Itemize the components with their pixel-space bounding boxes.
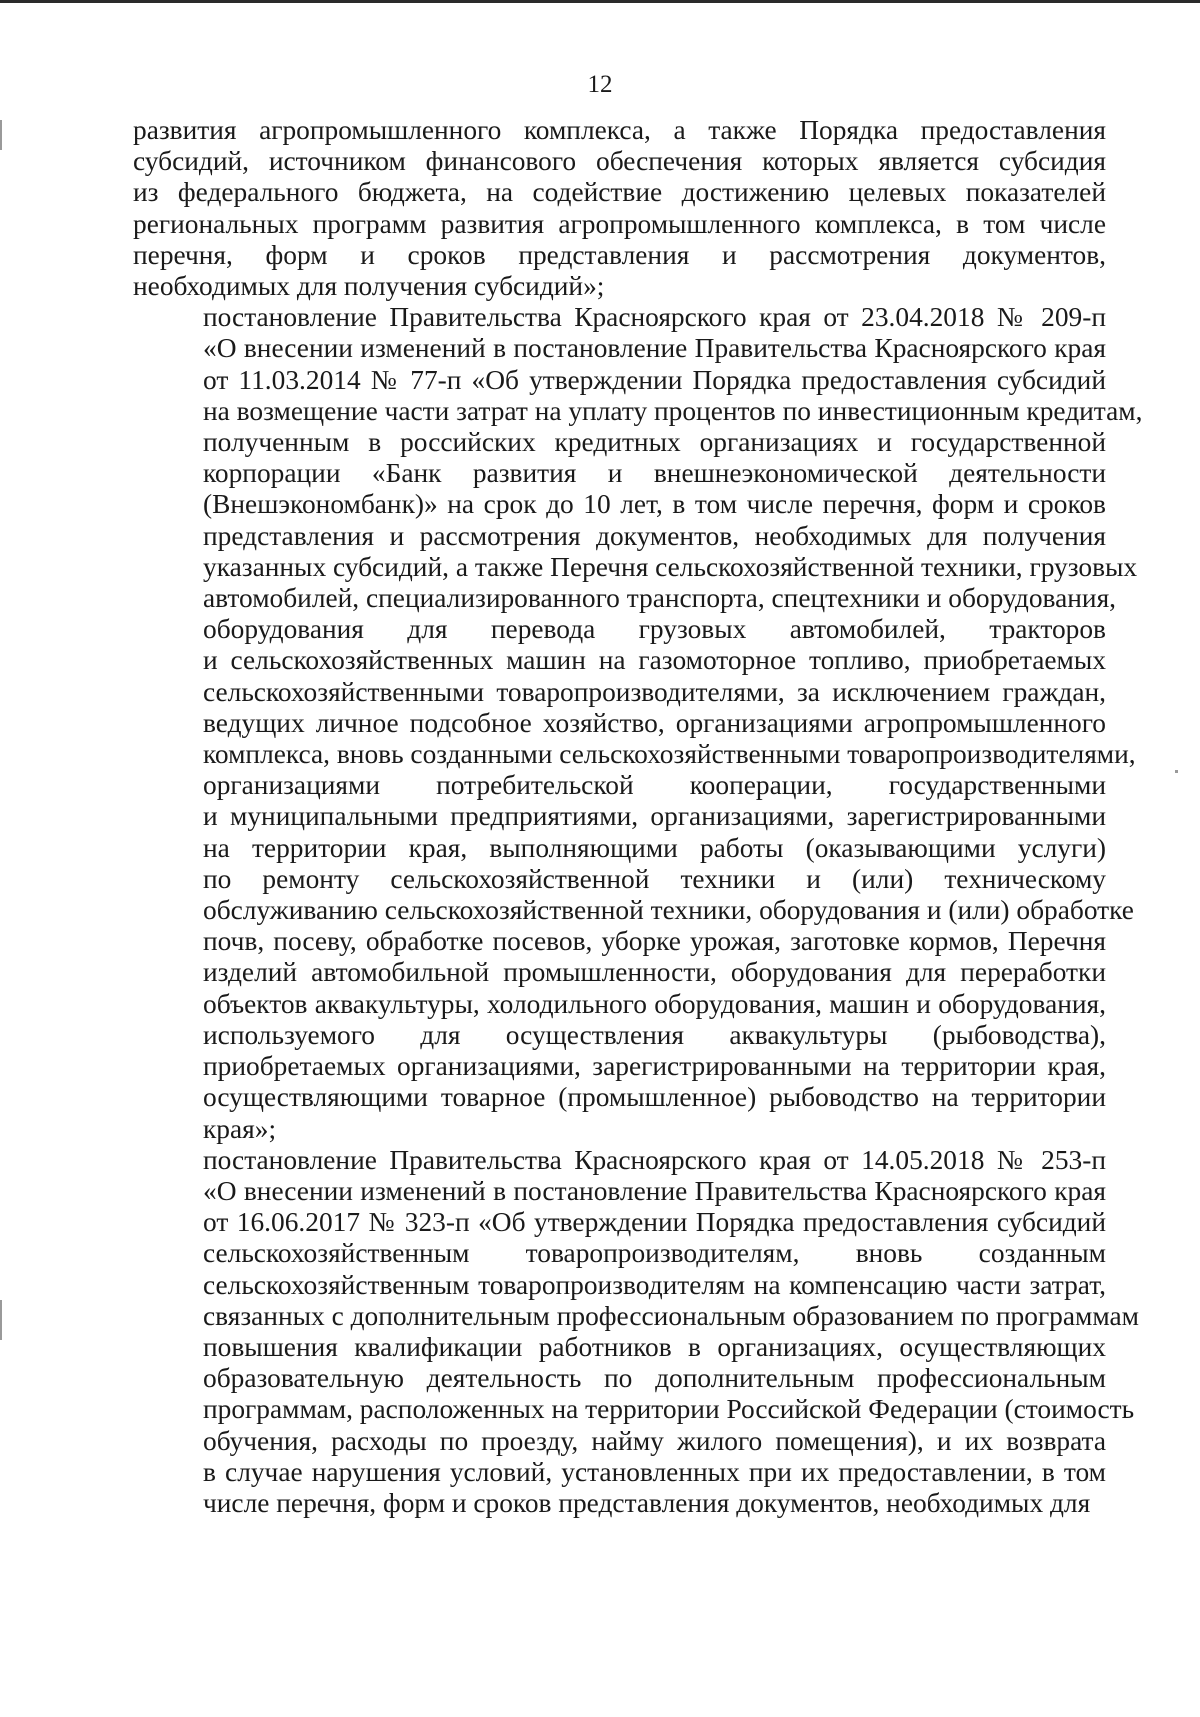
text-line: числе перечня, форм и сроков представления документов, необходимых для bbox=[203, 1487, 1091, 1518]
text-line: постановление Правительства Красноярского края от 14.05.2018 № 253-п bbox=[203, 1144, 1106, 1175]
text-line: организациями потребительской кооперации, государственными bbox=[203, 770, 1106, 801]
text-line: края»; bbox=[203, 1113, 277, 1144]
text-line: и муниципальными предприятиями, организациями, зарегистрированными bbox=[203, 801, 1106, 832]
scan-mark bbox=[1175, 770, 1178, 773]
text-line: указанных субсидий, а также Перечня сельскохозяйственной техники, грузовых bbox=[203, 551, 1138, 582]
text-line: обучения, расходы по проезду, найму жилого помещения), и их возврата bbox=[203, 1425, 1106, 1456]
text-line: «О внесении изменений в постановление Правительства Красноярского края bbox=[203, 333, 1106, 364]
scan-top-edge bbox=[0, 0, 1200, 3]
text-line: представления и рассмотрения документов, необходимых для получения bbox=[203, 520, 1106, 551]
text-line: объектов аквакультуры, холодильного оборудования, машин и оборудования, bbox=[203, 988, 1106, 1019]
scan-mark bbox=[0, 1300, 2, 1340]
text-line: необходимых для получения субсидий»; bbox=[133, 271, 605, 302]
text-line: комплекса, вновь созданными сельскохозяйственными товаропроизводителями, bbox=[203, 739, 1136, 770]
text-line: субсидий, источником финансового обеспечения которых является субсидия bbox=[133, 146, 1106, 177]
text-line: перечня, форм и сроков представления и рассмотрения документов, bbox=[133, 239, 1106, 270]
text-line: корпорации «Банк развития и внешнеэкономической деятельности bbox=[203, 458, 1106, 489]
paragraph bbox=[133, 115, 1106, 302]
text-line: образовательную деятельность по дополнительным профессиональным bbox=[203, 1363, 1106, 1394]
text-line: почв, посеву, обработке посевов, уборке урожая, заготовке кормов, Перечня bbox=[203, 926, 1106, 957]
text-line: автомобилей, специализированного транспорта, спецтехники и оборудования, bbox=[203, 583, 1117, 614]
paragraph bbox=[133, 1144, 1140, 1519]
text-line: приобретаемых организациями, зарегистрированными на территории края, bbox=[203, 1051, 1106, 1082]
text-line: в случае нарушения условий, установленных при их предоставлении, в том bbox=[203, 1456, 1106, 1487]
text-line: на территории края, выполняющими работы (оказывающими услуги) bbox=[203, 832, 1106, 863]
text-line: по ремонту сельскохозяйственной техники и (или) техническому bbox=[203, 863, 1106, 894]
text-line: от 16.06.2017 № 323-п «Об утверждении Порядка предоставления субсидий bbox=[203, 1207, 1106, 1238]
text-line: от 11.03.2014 № 77-п «Об утверждении Порядка предоставления субсидий bbox=[203, 364, 1106, 395]
text-line: из федерального бюджета, на содействие достижению целевых показателей bbox=[133, 177, 1106, 208]
text-line: повышения квалификации работников в организациях, осуществляющих bbox=[203, 1331, 1106, 1362]
text-line: обслуживанию сельскохозяйственной техники, оборудования и (или) обработке bbox=[203, 895, 1134, 926]
text-line: постановление Правительства Красноярского края от 23.04.2018 № 209-п bbox=[203, 302, 1106, 333]
text-line: полученным в российских кредитных организациях и государственной bbox=[203, 427, 1106, 458]
document-body bbox=[133, 115, 1143, 1519]
text-line: используемого для осуществления аквакультуры (рыбоводства), bbox=[203, 1019, 1106, 1050]
page-number: 12 bbox=[587, 71, 613, 98]
text-line: осуществляющими товарное (промышленное) рыбоводство на территории bbox=[203, 1082, 1106, 1113]
paragraph bbox=[133, 302, 1143, 1144]
text-line: сельскохозяйственными товаропроизводителями, за исключением граждан, bbox=[203, 676, 1106, 707]
text-line: сельскохозяйственным товаропроизводителям, вновь созданным bbox=[203, 1238, 1106, 1269]
text-line: на возмещение части затрат на уплату процентов по инвестиционным кредитам, bbox=[203, 395, 1143, 426]
text-line: связанных с дополнительным профессиональным образованием по программам bbox=[203, 1300, 1140, 1331]
text-line: развития агропромышленного комплекса, а также Порядка предоставления bbox=[133, 115, 1106, 145]
text-line: «О внесении изменений в постановление Правительства Красноярского края bbox=[203, 1175, 1106, 1206]
text-line: оборудования для перевода грузовых автомобилей, тракторов bbox=[203, 614, 1106, 645]
text-line: ведущих личное подсобное хозяйство, организациями агропромышленного bbox=[203, 707, 1106, 738]
text-line: изделий автомобильной промышленности, оборудования для переработки bbox=[203, 957, 1106, 988]
text-line: и сельскохозяйственных машин на газомоторное топливо, приобретаемых bbox=[203, 645, 1106, 676]
text-line: региональных программ развития агропромышленного комплекса, в том числе bbox=[133, 208, 1106, 239]
text-line: сельскохозяйственным товаропроизводителям на компенсацию части затрат, bbox=[203, 1269, 1106, 1300]
text-line: (Внешэкономбанк)» на срок до 10 лет, в том числе перечня, форм и сроков bbox=[203, 489, 1106, 520]
text-line: программам, расположенных на территории Российской Федерации (стоимость bbox=[203, 1394, 1135, 1425]
scan-mark bbox=[0, 120, 2, 150]
